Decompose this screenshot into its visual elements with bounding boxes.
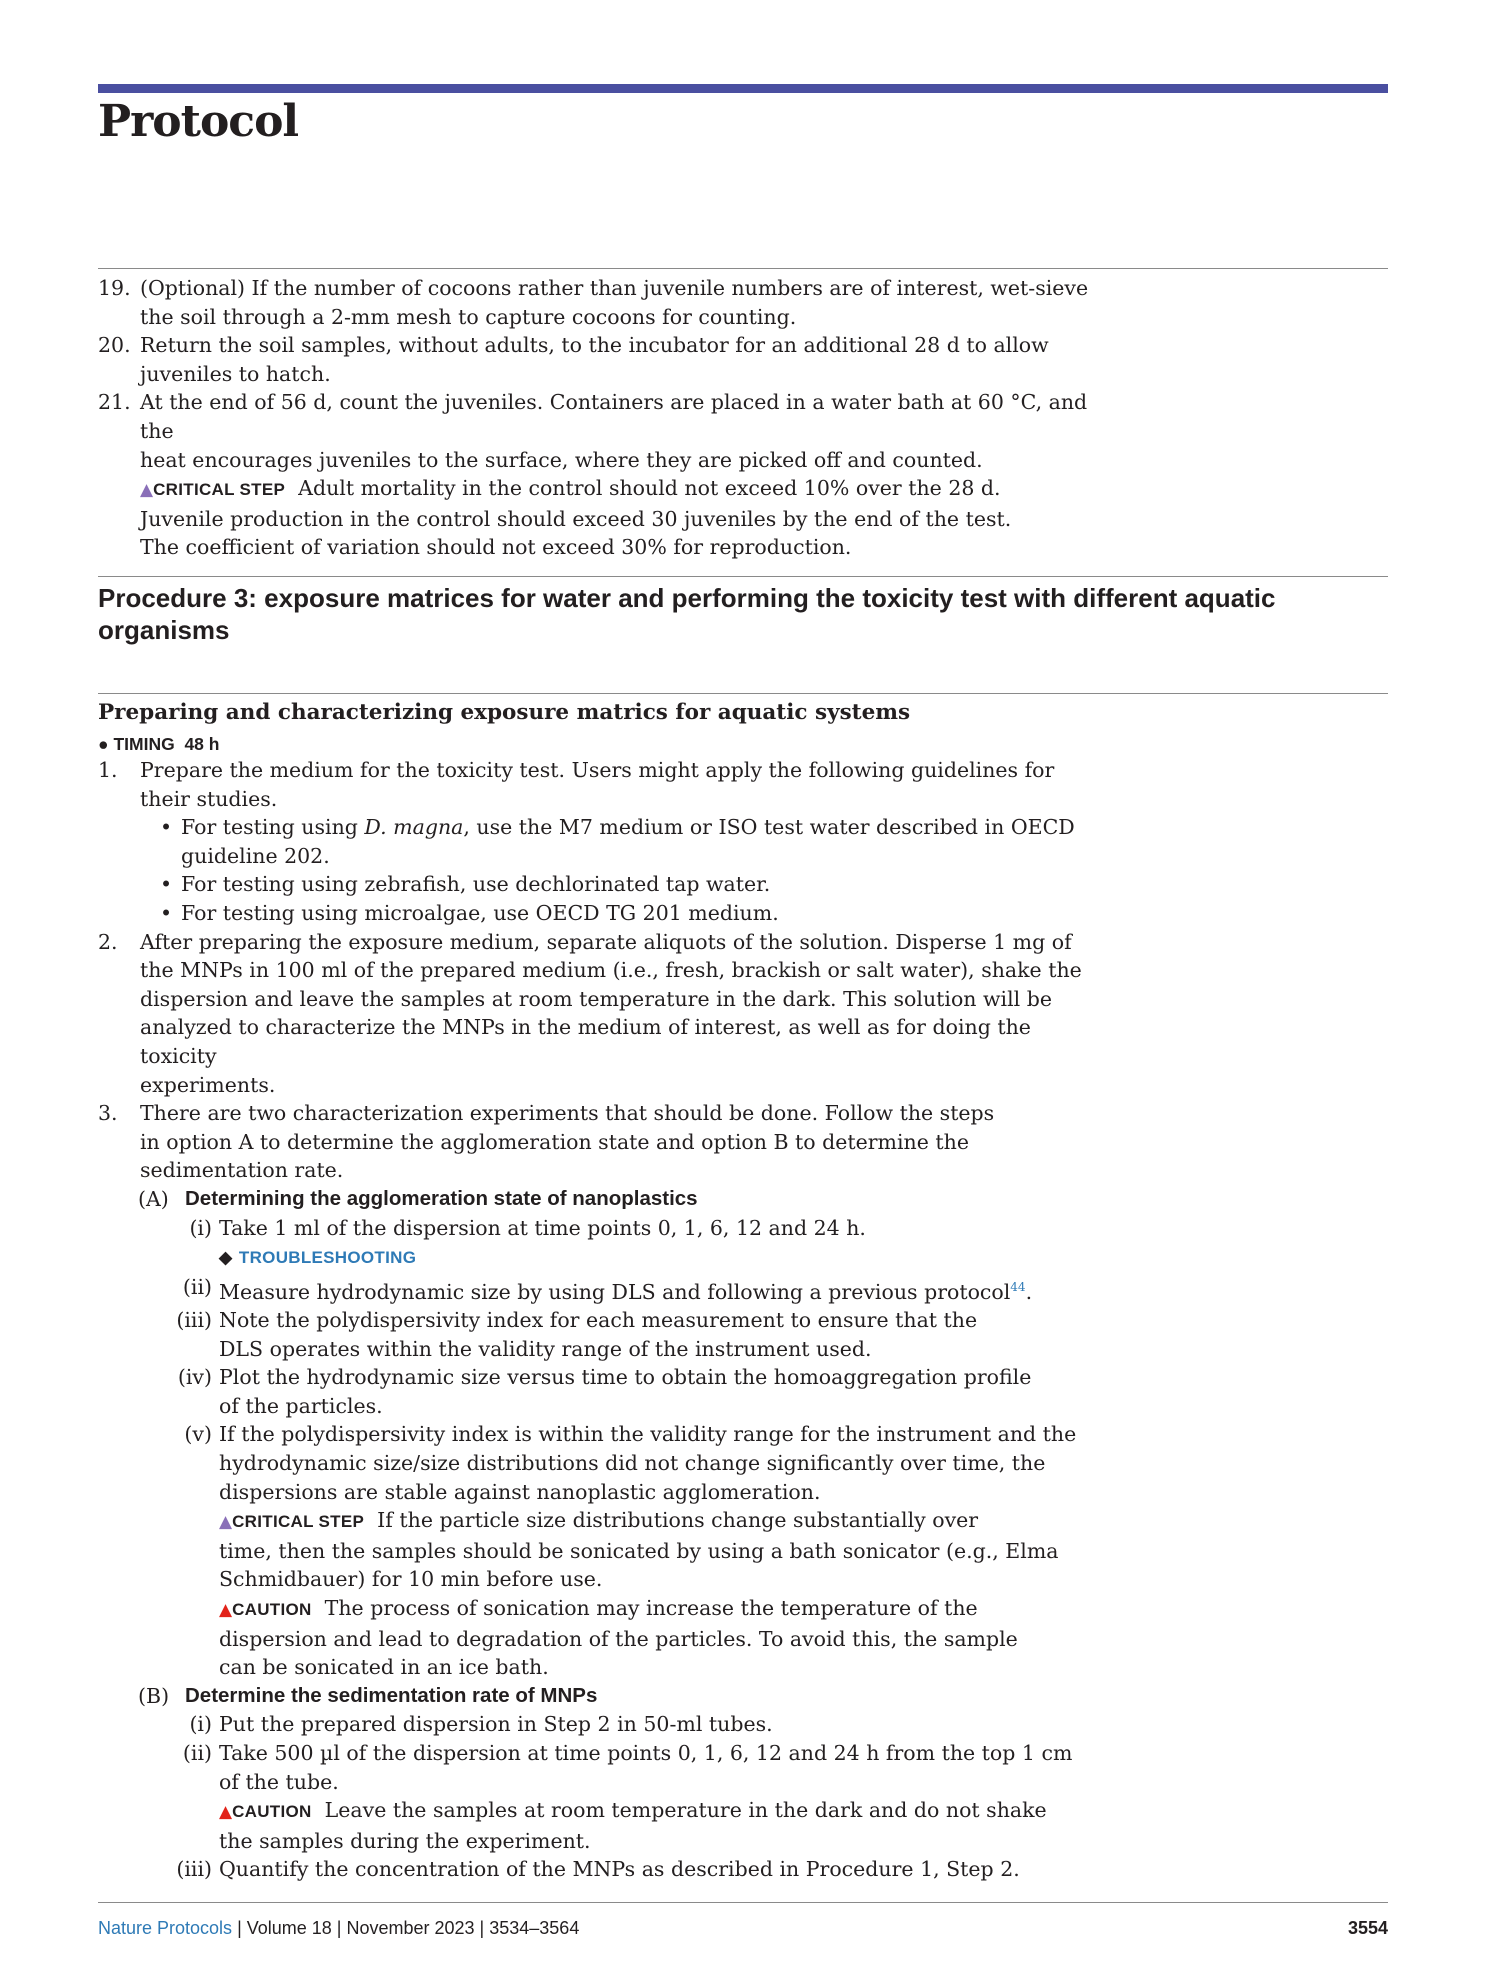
substep-label: (i) — [189, 1712, 212, 1737]
species-name: D. magna — [364, 815, 464, 840]
step-text: their studies. — [140, 786, 278, 811]
step-1 — [98, 756, 1098, 813]
substep-label: (ii) — [182, 1274, 212, 1299]
timing-value: 48 h — [184, 734, 220, 754]
heading-line: Procedure 3: exposure matrices for water and performing the toxicity test with different aquatic — [98, 583, 1276, 613]
caution-note — [219, 1594, 1098, 1625]
critical-text: Adult mortality in the control should not exceed 10% over the 28 d. — [298, 476, 1001, 501]
step-text: the MNPs in 100 ml of the prepared medium (i.e., fresh, brackish or salt water), shake the — [140, 958, 1082, 983]
bullet-text: For testing using — [181, 815, 365, 840]
substep-label: (iii) — [176, 1308, 212, 1333]
bullet-text: For testing using microalgae, use OECD TG 201 medium. — [181, 900, 779, 925]
caution-note — [219, 1796, 1098, 1827]
step-text: dispersion and leave the samples at room temperature in the dark. This solution will be — [140, 986, 1052, 1011]
substep-text: Take 500 µl of the dispersion at time points 0, 1, 6, 12 and 24 h from the top 1 cm — [219, 1741, 1073, 1766]
page-header-title: Protocol — [98, 96, 299, 147]
step-text: At the end of 56 d, count the juveniles. Containers are placed in a water bath at 60 °C, and the — [140, 390, 1088, 443]
step-text: Return the soil samples, without adults, to the incubator for an additional 28 d to allow — [140, 333, 1049, 358]
step-number: 2. — [98, 929, 118, 954]
step-text: juveniles to hatch. — [140, 361, 331, 386]
caution-label: CAUTION — [232, 1802, 312, 1822]
critical-text: Juvenile production in the control should exceed 30 juveniles by the end of the test. — [140, 506, 1012, 531]
substep-a-iii — [98, 1306, 1098, 1363]
step-text: After preparing the exposure medium, separate aliquots of the solution. Disperse 1 mg of — [140, 929, 1072, 954]
divider — [98, 268, 1388, 269]
critical-triangle-icon: ▲ — [219, 1512, 233, 1533]
option-label: (B) — [138, 1683, 170, 1708]
substep-b-i — [98, 1710, 1098, 1739]
header-bar — [98, 84, 1388, 93]
substep-label: (ii) — [182, 1741, 212, 1766]
substep-text: If the polydispersivity index is within the validity range for the instrument and the — [219, 1422, 1077, 1447]
substep-text: hydrodynamic size/size distributions did not change significantly over time, the — [219, 1451, 1046, 1476]
substep-a-ii — [98, 1273, 1098, 1306]
reference-link[interactable]: 44 — [1010, 1279, 1026, 1294]
caution-triangle-icon: ▲ — [219, 1802, 233, 1823]
caution-text: Leave the samples at room temperature in the dark and do not shake — [324, 1798, 1047, 1823]
diamond-icon: ◆ — [219, 1248, 233, 1268]
critical-text: Schmidbauer) for 10 min before use. — [219, 1567, 603, 1592]
substep-text: of the particles. — [219, 1393, 383, 1418]
step-text: in option A to determine the agglomeration state and option B to determine the — [140, 1129, 969, 1154]
substep-text: DLS operates within the validity range of the instrument used. — [219, 1336, 872, 1361]
troubleshooting-link[interactable] — [219, 1242, 1098, 1273]
critical-text: The coefficient of variation should not exceed 30% for reproduction. — [140, 535, 852, 560]
option-label: (A) — [138, 1186, 169, 1211]
step-20 — [98, 331, 1098, 388]
caution-label: CAUTION — [232, 1600, 312, 1620]
step-number: 19. — [98, 276, 131, 300]
substep-label: (iii) — [176, 1857, 212, 1882]
step-number: 1. — [98, 758, 118, 782]
step-2 — [98, 928, 1098, 1100]
divider — [98, 1902, 1388, 1903]
timing-line — [98, 734, 219, 755]
option-b — [98, 1682, 1098, 1711]
subsection-title: Preparing and characterizing exposure matrics for aquatic systems — [98, 700, 911, 725]
step-text: experiments. — [140, 1072, 276, 1097]
troubleshooting-label[interactable]: TROUBLESHOOTING — [238, 1248, 417, 1268]
critical-triangle-icon: ▲ — [140, 480, 154, 501]
substep-text: . — [1025, 1279, 1033, 1304]
substep-text: Measure hydrodynamic size by using DLS and following a previous protocol — [219, 1279, 1011, 1304]
bullet-text: For testing using zebrafish, use dechlorinated tap water. — [181, 872, 771, 897]
bullet-item — [98, 899, 1098, 928]
caution-text: The process of sonication may increase the temperature of the — [324, 1596, 978, 1621]
option-title: Determine the sedimentation rate of MNPs — [185, 1683, 598, 1707]
issue-details: | Volume 18 | November 2023 | 3534–3564 — [232, 1918, 580, 1938]
step-19 — [98, 274, 1098, 331]
step-text: Prepare the medium for the toxicity test. Users might apply the following guidelines for — [140, 758, 1055, 782]
page-number: 3554 — [1347, 1918, 1388, 1938]
step-text: sedimentation rate. — [140, 1158, 344, 1183]
critical-step-label: CRITICAL STEP — [153, 480, 286, 500]
divider — [98, 693, 1388, 694]
step-text: There are two characterization experiments that should be done. Follow the steps — [140, 1101, 995, 1126]
journal-name-link[interactable]: Nature Protocols — [98, 1918, 233, 1938]
critical-step-label: CRITICAL STEP — [232, 1512, 365, 1532]
critical-step-note — [219, 1506, 1098, 1537]
step-text: heat encourages juveniles to the surface, where they are picked off and counted. — [140, 447, 983, 472]
substep-label: (iv) — [177, 1365, 212, 1390]
step-text: (Optional) If the number of cocoons rather than juvenile numbers are of interest, wet-sieve — [140, 276, 1089, 300]
procedure-steps — [98, 756, 1098, 1884]
substep-text: Note the polydispersivity index for each measurement to ensure that the — [219, 1308, 978, 1333]
step-number: 20. — [98, 333, 131, 358]
substep-a-iv — [98, 1363, 1098, 1420]
bullet-text: , use the M7 medium or ISO test water described in OECD — [463, 815, 1075, 840]
substep-text: Quantify the concentration of the MNPs as described in Procedure 1, Step 2. — [219, 1857, 1020, 1882]
substep-text: of the tube. — [219, 1769, 339, 1794]
bullet-dot-icon: • — [160, 900, 173, 925]
timing-label: TIMING — [113, 734, 175, 754]
top-steps — [98, 274, 1098, 562]
critical-text: time, then the samples should be sonicated by using a bath sonicator (e.g., Elma — [219, 1538, 1059, 1563]
caution-text: can be sonicated in an ice bath. — [219, 1655, 549, 1680]
substep-text: Put the prepared dispersion in Step 2 in 50-ml tubes. — [219, 1712, 773, 1737]
caution-text: dispersion and lead to degradation of the particles. To avoid this, the sample — [219, 1626, 1018, 1651]
step-text: the soil through a 2-mm mesh to capture cocoons for counting. — [140, 304, 797, 329]
critical-text: If the particle size distributions change substantially over — [377, 1508, 979, 1533]
substep-text: Plot the hydrodynamic size versus time to obtain the homoaggregation profile — [219, 1365, 1032, 1390]
bullet-dot-icon: • — [160, 872, 173, 897]
caution-text: the samples during the experiment. — [219, 1828, 591, 1853]
step-text: analyzed to characterize the MNPs in the medium of interest, as well as for doing the toxicity — [140, 1015, 1031, 1068]
option-a — [98, 1185, 1098, 1214]
heading-line: organisms — [98, 615, 230, 645]
page-footer — [98, 1918, 1388, 1939]
procedure-3-heading — [98, 582, 1368, 646]
bullet-dot-icon: • — [160, 815, 173, 840]
option-title: Determining the agglomeration state of nanoplastics — [185, 1186, 698, 1210]
critical-step-note — [140, 474, 1098, 505]
step-21 — [98, 388, 1098, 562]
bullet-text: guideline 202. — [181, 843, 330, 868]
step-number: 3. — [98, 1101, 118, 1126]
bullet-item — [98, 870, 1098, 899]
substep-b-iii — [98, 1855, 1098, 1884]
divider — [98, 576, 1388, 577]
step-3 — [98, 1099, 1098, 1185]
substep-text: dispersions are stable against nanoplastic agglomeration. — [219, 1479, 821, 1504]
substep-label: (v) — [184, 1422, 212, 1447]
substep-label: (i) — [189, 1215, 212, 1240]
substep-b-ii — [98, 1739, 1098, 1855]
caution-triangle-icon: ▲ — [219, 1600, 233, 1621]
timing-bullet-icon: ● — [98, 734, 109, 754]
bullet-item — [98, 813, 1098, 870]
substep-text: Take 1 ml of the dispersion at time points 0, 1, 6, 12 and 24 h. — [219, 1215, 866, 1240]
step-number: 21. — [98, 390, 131, 415]
substep-a-i — [98, 1214, 1098, 1273]
substep-a-v — [98, 1420, 1098, 1681]
